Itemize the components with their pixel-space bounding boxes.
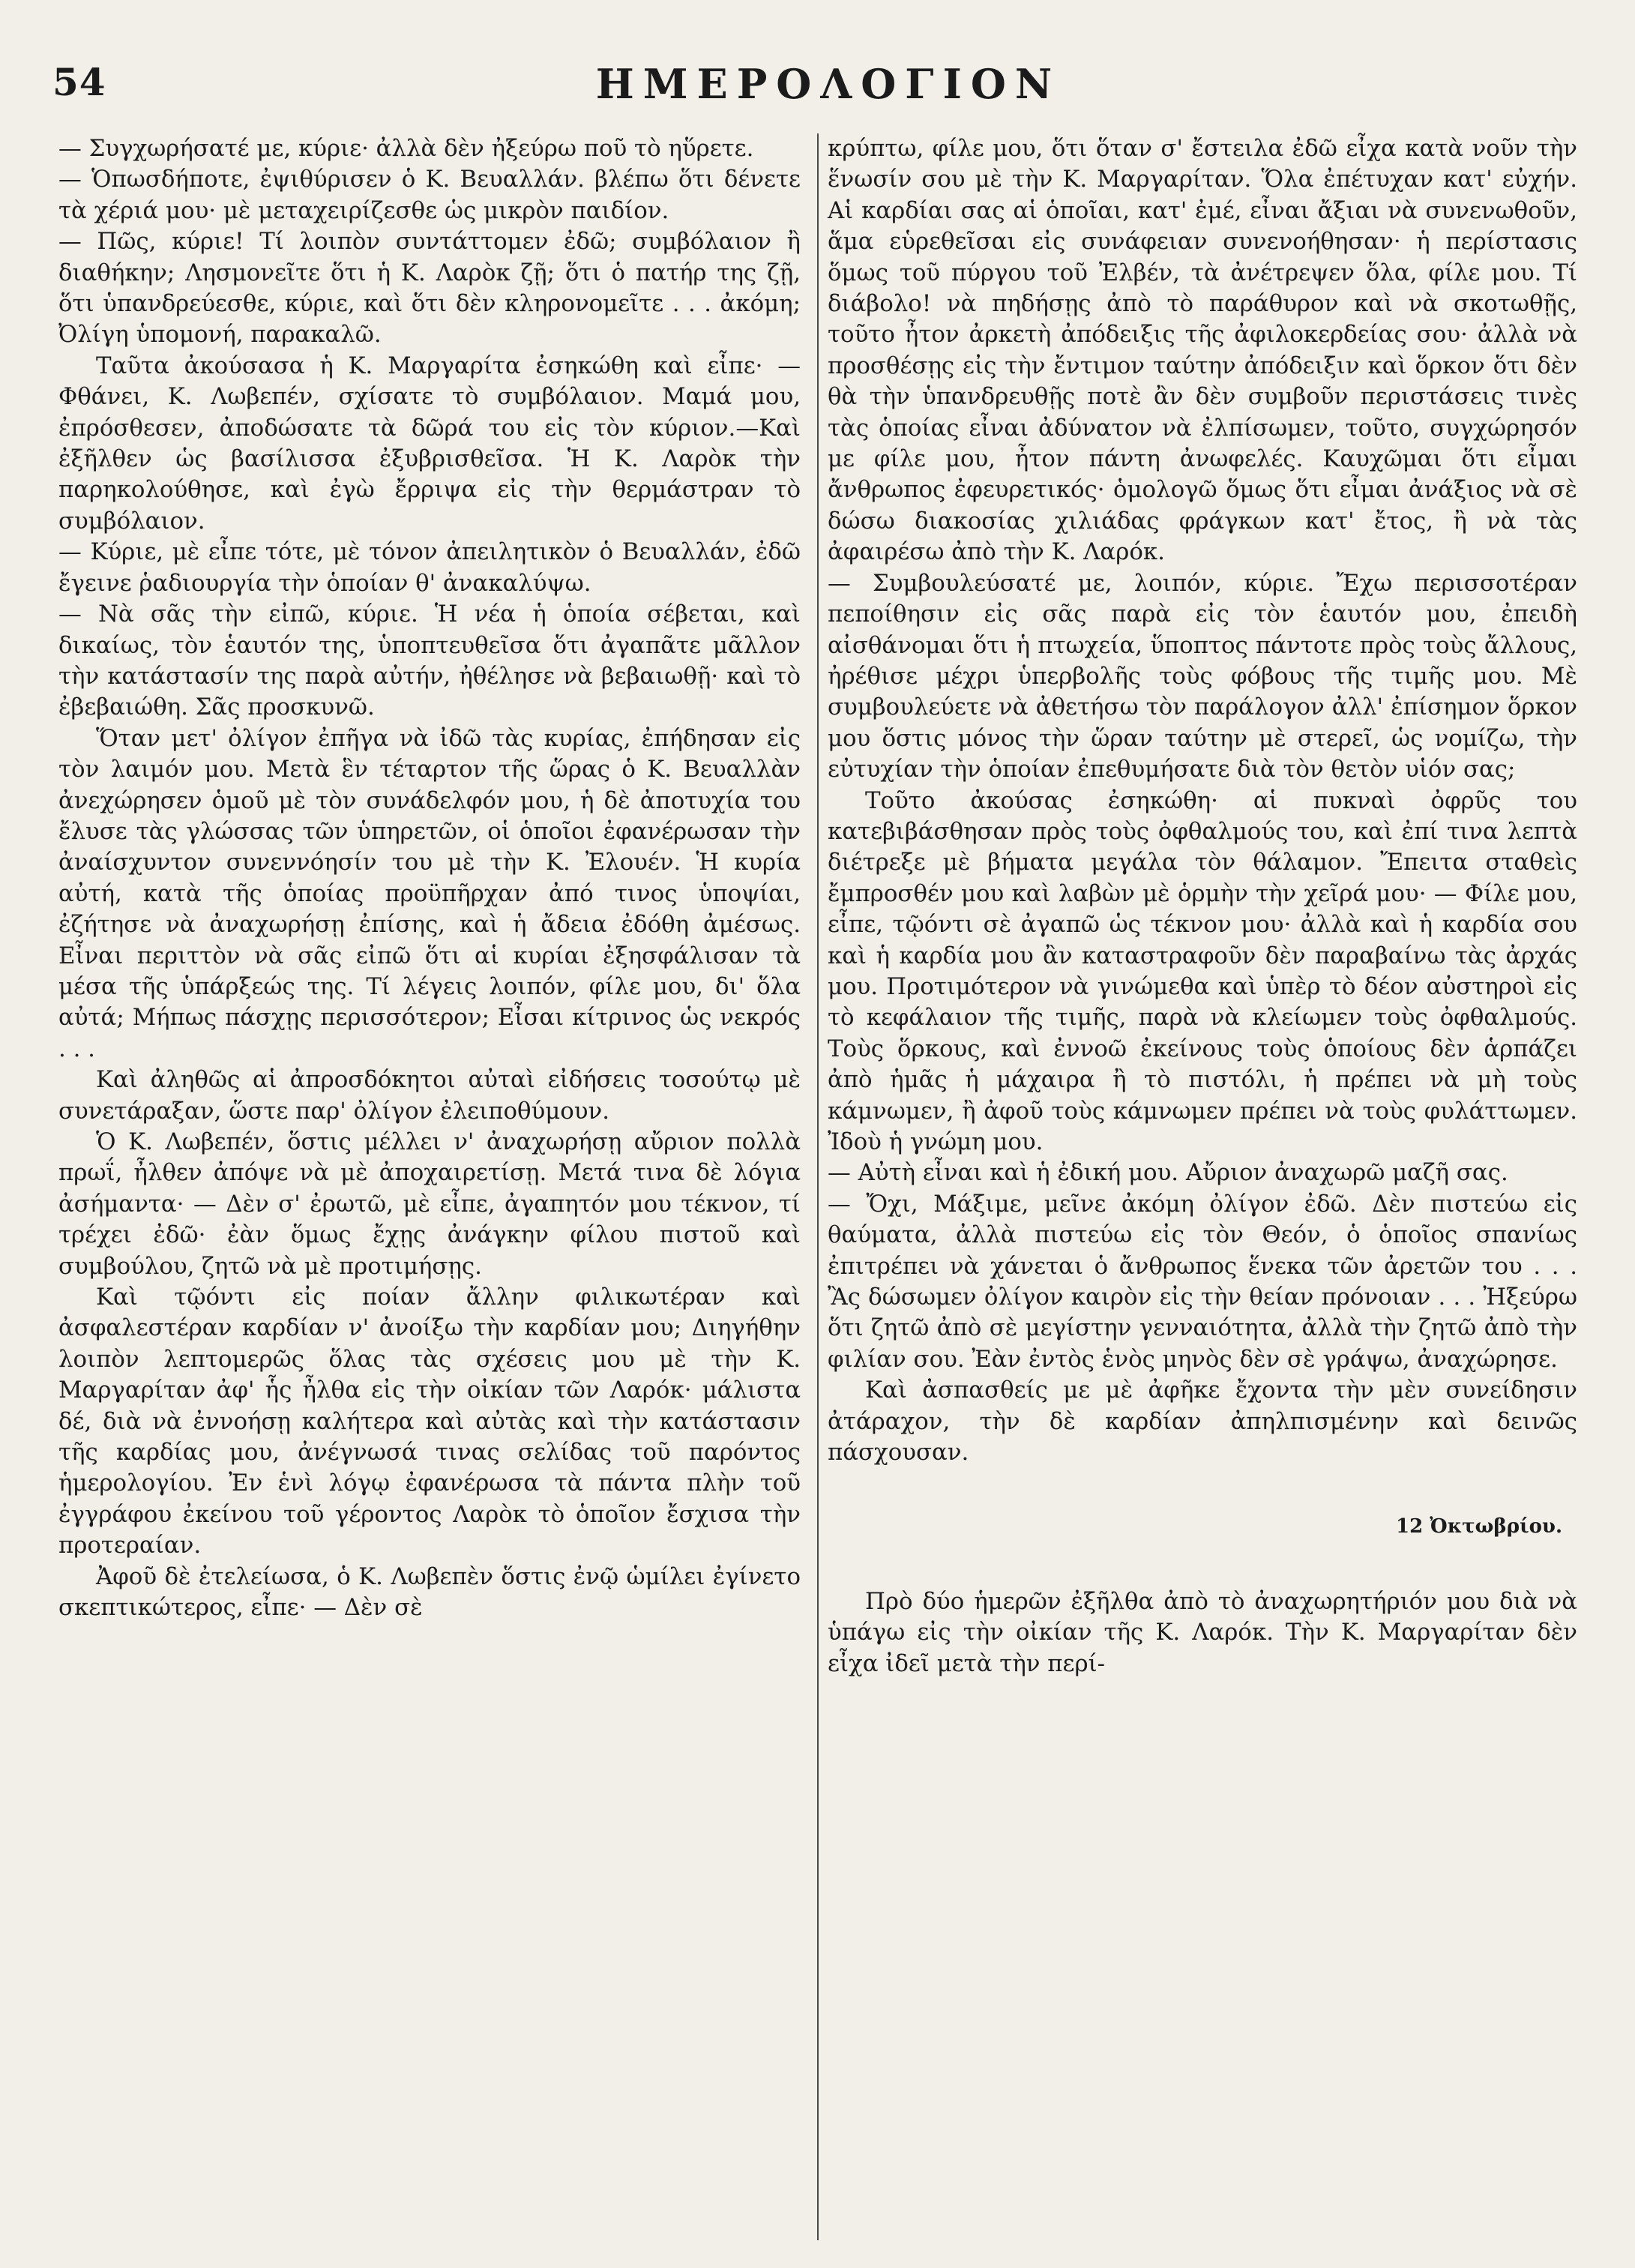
paragraph: Καὶ ἀσπασθείς με μὲ ἀφῆκε ἔχοντα τὴν μὲν συνείδησιν ἀτάραχον, τὴν δὲ καρδίαν ἀπηλπισμένην καὶ δεινῶς πάσχουσαν. bbox=[828, 1377, 1577, 1467]
page-header bbox=[52, 60, 1604, 120]
paragraph: Ὁ Κ. Λωβεπέν, ὅστις μέλλει ν' ἀναχωρήσῃ αὔριον πολλὰ πρωΐ, ἦλθεν ἀπόψε νὰ μὲ ἀποχαιρετίσῃ. Μετά τινα δὲ λόγια ἀσήμαντα· — Δὲν σ' ἐρωτῶ, μὲ εἶπε, ἀγαπητόν μου τέκνον, τί τρέχει ἐδῶ· ἐὰν ὅμως ἔχῃς ἀνάγκην φίλου πιστοῦ καὶ συμβούλου, ζητῶ νὰ μὲ προτιμήσῃς. bbox=[58, 1128, 801, 1280]
paragraph: — Νὰ σᾶς τὴν εἰπῶ, κύριε. Ἡ νέα ἡ ὁποία σέβεται, καὶ δικαίως, τὸν ἑαυτόν της, ὑποπτευθεῖσα ὅτι ἀγαπᾶτε μᾶλλον τὴν κατάστασίν της παρὰ αὐτήν, ἠθέλησε νὰ βεβαιωθῇ· καὶ τὸ ἐβεβαιώθη. Σᾶς προσκυνῶ. bbox=[58, 601, 801, 721]
paragraph: Καὶ τῷόντι εἰς ποίαν ἄλλην φιλικωτέραν καὶ ἀσφαλεστέραν καρδίαν ν' ἀνοίξω τὴν καρδίαν μου; Διηγήθην λοιπὸν λεπτομερῶς ὅλας τὰς σχέσεις μου μὲ τὴν Κ. Μαργαρίταν ἀφ' ἧς ἦλθα εἰς τὴν οἰκίαν τῶν Λαρόκ· μάλιστα δέ, διὰ νὰ ἐννοήσῃ καλήτερα καὶ αὐτὰς καὶ τὴν κατάστασιν τῆς καρδίας μου, ἀνέγνωσά τινας σελίδας τοῦ παρόντος ἡμερολογίου. Ἐν ἑνὶ λόγῳ ἐφανέρωσα τὰ πάντα πλὴν τοῦ ἐγγράφου ἐκείνου τοῦ γέροντος Λαρὸκ τὸ ὁποῖον ἔσχισα τὴν προτεραίαν. bbox=[58, 1284, 801, 1559]
paragraph: Πρὸ δύο ἡμερῶν ἐξῆλθα ἀπὸ τὸ ἀναχωρητήριόν μου διὰ νὰ ὑπάγω εἰς τὴν οἰκίαν τῆς Κ. Λαρόκ. Τὴν Κ. Μαργαρίταν δὲν εἶχα ἰδεῖ μετὰ τὴν περί- bbox=[828, 1587, 1577, 1677]
paragraph: κρύπτω, φίλε μου, ὅτι ὅταν σ' ἔστειλα ἐδῶ εἶχα κατὰ νοῦν τὴν ἕνωσίν σου μὲ τὴν Κ. Μαργαρίταν. Ὅλα ἐπέτυχαν κατ' εὐχήν. Αἱ καρδίαι σας αἱ ὁποῖαι, κατ' ἐμέ, εἶναι ἄξιαι νὰ συνενωθοῦν, ἅμα εὑρεθεῖσαι εἰς συνάφειαν συνενοήθησαν· ἡ περίστασις ὅμως τοῦ πύργου τοῦ Ἐλβέν, τὰ ἀνέτρεψεν ὅλα, φίλε μου. Τί διάβολο! νὰ πηδήσῃς ἀπὸ τὸ παράθυρον καὶ νὰ σκοτωθῇς, τοῦτο ἦτον ἀρκετὴ ἀπόδειξις τῆς ἀφιλοκερδείας σου· ἀλλὰ νὰ προσθέσῃς εἰς τὴν ἔντιμον ταύτην ἀπόδειξιν καὶ ὅρκον ὅτι δὲν θὰ τὴν ὑπανδρευθῇς ποτὲ ἂν δὲν συμβοῦν περιστάσεις τινὲς τὰς ὁποίας εἶναι ἀδύνατον νὰ ἐλπίσωμεν, τοῦτο, συγχώρησόν με φίλε μου, ἦτον πάντη ἀνωφελές. Καυχῶμαι ὅτι εἶμαι ἄνθρωπος ἐφευρετικός· ὁμολογῶ ὅμως ὅτι εἶμαι ἀνάξιος νὰ σὲ δώσω διακοσίας χιλιάδας φράγκων κατ' ἔτος, ἢ νὰ τὰς ἀφαιρέσω ἀπὸ τὴν Κ. Λαρόκ. bbox=[828, 135, 1577, 566]
paragraph: — Αὐτὴ εἶναι καὶ ἡ ἐδική μου. Αὔριον ἀναχωρῶ μαζῆ σας. bbox=[828, 1159, 1508, 1187]
right-column bbox=[828, 133, 1577, 1679]
paragraph: — Ὄχι, Μάξιμε, μεῖνε ἀκόμη ὀλίγον ἐδῶ. Δὲν πιστεύω εἰς θαύματα, ἀλλὰ πιστεύω εἰς τὸν Θεόν, ὁ ὁποῖος σπανίως ἐπιτρέπει νὰ χάνεται ὁ ἄνθρωπος ἕνεκα τῶν ἀρετῶν του . . . Ἂς δώσωμεν ὀλίγον καιρὸν εἰς τὴν θείαν πρόνοιαν . . . Ἠξεύρω ὅτι ζητῶ ἀπὸ σὲ μεγίστην γενναιότητα, ἀλλὰ τὴν ζητῶ ἀπὸ τὴν φιλίαν σου. Ἐὰν ἐντὸς ἑνὸς μηνὸς δὲν σὲ γράψω, ἀναχώρησε. bbox=[828, 1190, 1577, 1373]
paragraph: Τοῦτο ἀκούσας ἐσηκώθη· αἱ πυκναὶ ὀφρῦς του κατεβιβάσθησαν πρὸς τοὺς ὀφθαλμούς του, καὶ ἐπί τινα λεπτὰ διέτρεξε μὲ βήματα μεγάλα τὸν θάλαμον. Ἔπειτα σταθεὶς ἔμπροσθέν μου καὶ λαβὼν μὲ ὁρμὴν τὴν χεῖρά μου· — Φίλε μου, εἶπε, τῷόντι σὲ ἀγαπῶ ὡς τέκνον μου· ἀλλὰ καὶ ἡ καρδία σου καὶ ἡ καρδία μου ἂν καταστραφοῦν δὲν παραβαίνω τὰς ἀρχάς μου. Προτιμότερον νὰ γινώμεθα καὶ ὑπὲρ τὸ δέον αὐστηροὶ εἰς τὸ κεφάλαιον τῆς τιμῆς, παρὰ νὰ κλείωμεν τοὺς ὀφθαλμούς. Τοὺς ὅρκους, καὶ ἐννοῶ ἐκείνους τοὺς ὁποίους δὲν ἁρπάζει ἀπὸ ἡμᾶς ἡ μάχαιρα ἢ τὸ πιστόλι, ἡ πρέπει νὰ μὴ τοὺς κάμνωμεν, ἢ ἀφοῦ τοὺς κάμνωμεν πρέπει νὰ τοὺς φυλάττωμεν. Ἰδοὺ ἡ γνώμη μου. bbox=[828, 786, 1577, 1155]
paragraph: — Συμβουλεύσατέ με, λοιπόν, κύριε. Ἔχω περισσοτέραν πεποίθησιν εἰς σᾶς παρὰ εἰς τὸν ἑαυτόν μου, ἐπειδὴ αἰσθάνομαι ὅτι ἡ πτωχεία, ὕποπτος πάντοτε πρὸς τοὺς ἄλλους, ἠρέθισε μέχρι ὑπερβολῆς τοὺς φόβους τῆς τιμῆς μου. Μὲ συμβουλεύετε νὰ ἀθετήσω τὸν παράλογον ἀλλ' ἐπίσημον ὅρκον μου ὅστις μόνος τὴν ὥραν ταύτην μὲ στερεῖ, ὡς νομίζω, τὴν εὐτυχίαν τὴν ὁποίαν ἐπεθυμήσατε διὰ τὸν θετὸν υἱόν σας; bbox=[828, 569, 1577, 783]
paragraph: — Κύριε, μὲ εἶπε τότε, μὲ τόνον ἀπειλητικὸν ὁ Βευαλλάν, ἐδῶ ἔγεινε ῥαδιουργία τὴν ὁποίαν θ' ἀνακαλύψω. bbox=[58, 538, 801, 597]
paragraph: — Συγχωρήσατέ με, κύριε· ἀλλὰ δὲν ἠξεύρω ποῦ τὸ ηὕρετε. bbox=[58, 135, 754, 162]
paragraph: Καὶ ἀληθῶς αἱ ἀπροσδόκητοι αὐταὶ εἰδήσεις τοσούτῳ μὲ συνετάραξαν, ὥστε παρ' ὀλίγον ἐλειποθύμουν. bbox=[58, 1066, 801, 1125]
running-head: ΗΜΕΡΟΛΟΓΙΟΝ bbox=[595, 60, 1062, 108]
page-number: 54 bbox=[52, 60, 106, 104]
paragraph: Ὅταν μετ' ὀλίγον ἐπῆγα νὰ ἰδῶ τὰς κυρίας, ἐπήδησαν εἰς τὸν λαιμόν μου. Μετὰ ἓν τέταρτον τῆς ὥρας ὁ Κ. Βευαλλὰν ἀνεχώρησεν ὁμοῦ μὲ τὸν συνάδελφόν μου, ἡ δὲ ἀποτυχία του ἔλυσε τὰς γλώσσας τῶν ὑπηρετῶν, οἱ ὁποῖοι ἐφανέρωσαν τὴν ἀναίσχυντον συνεννόησίν του μὲ τὴν Κ. Ἐλουέν. Ἡ κυρία αὐτή, κατὰ τῆς ὁποίας προϋπῆρχαν ἀπό τινος ὑποψίαι, ἐζήτησε νὰ ἀναχωρήσῃ ἐπίσης, καὶ ἡ ἄδεια ἐδόθη ἀμέσως. Εἶναι περιττὸν νὰ σᾶς εἰπῶ ὅτι αἱ κυρίαι ἐξησφάλισαν τὰ μέσα τῆς ὑπάρξεώς της. Τί λέγεις λοιπόν, φίλε μου, δι' ὅλα αὐτά; Μήπως πάσχῃς περισσότερον; Εἶσαι κίτρινος ὡς νεκρός . . . bbox=[58, 724, 801, 1062]
paragraph: Ἀφοῦ δὲ ἐτελείωσα, ὁ Κ. Λωβεπὲν ὅστις ἐνῷ ὡμίλει ἐγίνετο σκεπτικώτερος, εἶπε· — Δὲν σὲ bbox=[58, 1562, 801, 1622]
left-column bbox=[58, 133, 801, 1624]
column-divider bbox=[817, 133, 819, 2240]
paragraph: — Πῶς, κύριε! Τί λοιπὸν συντάττομεν ἐδῶ; συμβόλαιον ἢ διαθήκην; Λησμονεῖτε ὅτι ἡ Κ. Λαρὸκ ζῇ; ὅτι ὁ πατήρ της ζῇ, ὅτι ὑπανδρεύεσθε, κύριε, καὶ ὅτι δὲν κληρονομεῖτε . . . ἀκόμη; Ὀλίγη ὑπομονή, παρακαλῶ. bbox=[58, 228, 801, 349]
date-line: 12 Ὀκτωβρίου. bbox=[1396, 1515, 1562, 1538]
paragraph: Ταῦτα ἀκούσασα ἡ Κ. Μαργαρίτα ἐσηκώθη καὶ εἶπε· —Φθάνει, Κ. Λωβεπέν, σχίσατε τὸ συμβόλαιον. Μαμά μου, ἐπρόσθεσεν, ἀποδώσατε τὰ δῶρά του εἰς τὸν κύριον.—Καὶ ἐξῆλθεν ὡς βασίλισσα ἐξυβρισθεῖσα. Ἡ Κ. Λαρὸκ τὴν παρηκολούθησε, καὶ ἐγὼ ἔρριψα εἰς τὴν θερμάστραν τὸ συμβόλαιον. bbox=[58, 352, 801, 535]
paragraph: — Ὁπωσδήποτε, ἐψιθύρισεν ὁ Κ. Βευαλλάν. βλέπω ὅτι δένετε τὰ χέριά μου· μὲ μεταχειρίζεσθε ὡς μικρὸν παιδίον. bbox=[58, 166, 801, 224]
